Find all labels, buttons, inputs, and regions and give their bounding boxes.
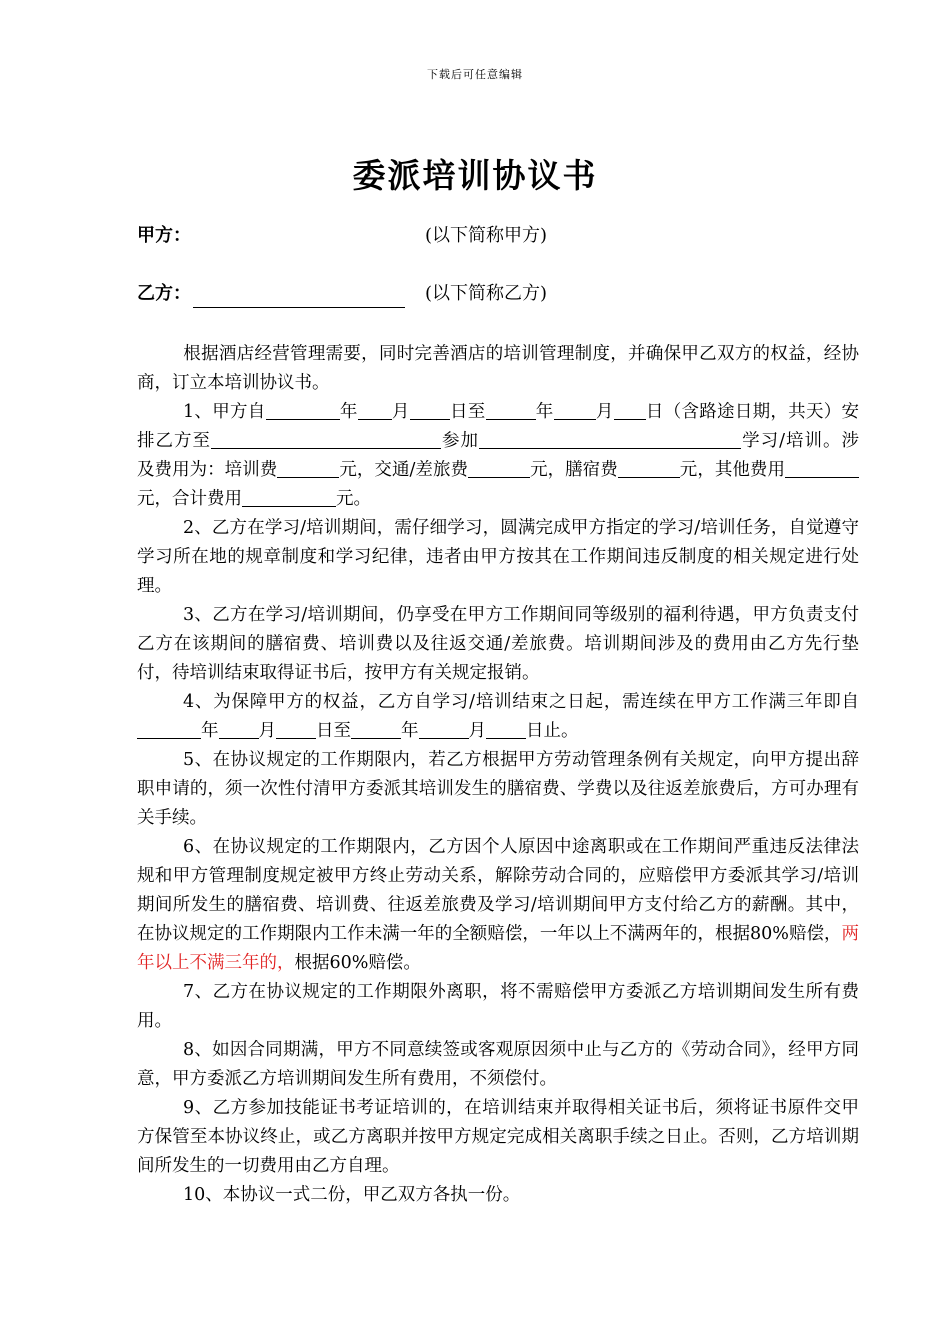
- clause-4-text: 年: [201, 721, 219, 741]
- clause-8-text: 8、如因合同期满，甲方不同意续签或客观原因须中止与乙方的《劳动合同》，经甲方同意，甲方委派乙方培训期间发生所有费用，不须偿付。: [137, 1040, 859, 1089]
- clause-9: [137, 1094, 859, 1181]
- blank: [137, 720, 201, 739]
- clause-10-text: 10、本协议一式二份，甲乙双方各执一份。: [183, 1185, 521, 1205]
- blank: [419, 720, 469, 739]
- clause-4-text: 日止。: [526, 721, 579, 741]
- clause-6: [137, 833, 859, 978]
- blank: [351, 720, 401, 739]
- clause-4: [137, 688, 859, 746]
- clause-10: [137, 1181, 859, 1210]
- intro-paragraph: [137, 340, 859, 398]
- clause-4-text: 月: [468, 721, 486, 741]
- blank: [358, 401, 392, 420]
- party-b-note: (以下简称乙方): [425, 283, 548, 304]
- clause-6-highlight: 两年以上不满三年的，: [137, 924, 859, 973]
- blank: [276, 720, 316, 739]
- clause-1-text: 元，其他费用: [679, 460, 786, 480]
- clause-4-text: 月: [258, 721, 276, 741]
- agreement-body: [137, 340, 859, 1210]
- clause-1-text: 日（含路途日期，共天）安排乙方至: [137, 402, 860, 451]
- clause-1-text: 1、甲方自: [183, 402, 266, 422]
- party-b-label: 乙方：: [137, 283, 191, 304]
- blank: [242, 488, 336, 507]
- clause-1-text: 元。: [336, 489, 371, 509]
- clause-1-text: 元，膳宿费: [530, 460, 618, 480]
- blank: [479, 430, 741, 449]
- party-b-line: [137, 280, 548, 308]
- clause-4-text: 日至: [316, 721, 351, 741]
- blank: [277, 459, 339, 478]
- blank: [785, 459, 859, 478]
- party-a-note: (以下简称甲方): [425, 225, 548, 246]
- clause-9-text: 9、乙方参加技能证书考证培训的，在培训结束并取得相关证书后，须将证书原件交甲方保管至本协议终止，或乙方离职并按甲方规定完成相关离职手续之日止。否则，乙方培训期间所发生的一切费用由乙方自理。: [137, 1098, 859, 1176]
- clause-1-text: 月: [391, 402, 410, 422]
- intro-text: 根据酒店经营管理需要，同时完善酒店的培训管理制度，并确保甲乙双方的权益，经协商，订立本培训协议书。: [137, 344, 859, 393]
- clause-7-text: 7、乙方在协议规定的工作期限外离职，将不需赔偿甲方委派乙方培训期间发生所有费用。: [137, 982, 859, 1031]
- blank: [486, 401, 536, 420]
- blank: [266, 401, 340, 420]
- party-a-label: 甲方：: [137, 225, 191, 246]
- clause-1-text: 参加: [441, 431, 480, 451]
- clause-1-text: 元，合计费用: [137, 489, 242, 509]
- clause-1-text: 日至: [449, 402, 486, 422]
- party-b-blank: [193, 287, 405, 308]
- clause-5: [137, 746, 859, 833]
- clause-1-text: 年: [535, 402, 554, 422]
- blank: [468, 459, 530, 478]
- party-a-line: [137, 222, 548, 250]
- clause-6-text: 根据60%赔偿。: [294, 953, 421, 973]
- clause-6-text: 6、在协议规定的工作期限内，乙方因个人原因中途离职或在工作期间严重违反法律法规和甲方管理制度规定被甲方终止劳动关系，解除劳动合同的，应赔偿甲方委派其学习/培训期间所发生的膳宿费、培训费、往返差旅费及学习/培训期间甲方支付给乙方的薪酬。其中，在协议规定的工作期限内工作未满一年的全额赔偿，一年以上不满两年的，根据80%赔偿，: [137, 837, 859, 944]
- blank: [618, 459, 680, 478]
- clause-1-text: 月: [595, 402, 614, 422]
- blank: [410, 401, 450, 420]
- header-note: 下载后可任意编辑: [427, 68, 523, 81]
- clause-2: [137, 514, 859, 601]
- clause-2-text: 2、乙方在学习/培训期间，需仔细学习，圆满完成甲方指定的学习/培训任务，自觉遵守学习所在地的规章制度和学习纪律，违者由甲方按其在工作期间违反制度的相关规定进行处理。: [137, 518, 859, 596]
- blank: [486, 720, 526, 739]
- clause-4-text: 4、为保障甲方的权益，乙方自学习/培训结束之日起，需连续在甲方工作满三年即自: [183, 692, 859, 712]
- clause-1: [137, 398, 859, 514]
- blank: [211, 430, 441, 449]
- page-title: 委派培训协议书: [352, 156, 598, 195]
- clause-1-text: 年: [339, 402, 358, 422]
- clause-1-text: 元，交通/差旅费: [339, 460, 469, 480]
- blank: [219, 720, 259, 739]
- clause-8: [137, 1036, 859, 1094]
- clause-3: [137, 601, 859, 688]
- blank: [554, 401, 596, 420]
- clause-3-text: 3、乙方在学习/培训期间，仍享受在甲方工作期间同等级别的福利待遇，甲方负责支付乙方在该期间的膳宿费、培训费以及往返交通/差旅费。培训期间涉及的费用由乙方先行垫付，待培训结束取得证书后，按甲方有关规定报销。: [137, 605, 859, 683]
- clause-5-text: 5、在协议规定的工作期限内，若乙方根据甲方劳动管理条例有关规定，向甲方提出辞职申请的，须一次性付清甲方委派其培训发生的膳宿费、学费以及往返差旅费后，方可办理有关手续。: [137, 750, 859, 828]
- clause-4-text: 年: [401, 721, 419, 741]
- blank: [614, 401, 646, 420]
- clause-7: [137, 978, 859, 1036]
- clause-1-text: 学习/培训。涉及费用为：培训费: [137, 431, 860, 480]
